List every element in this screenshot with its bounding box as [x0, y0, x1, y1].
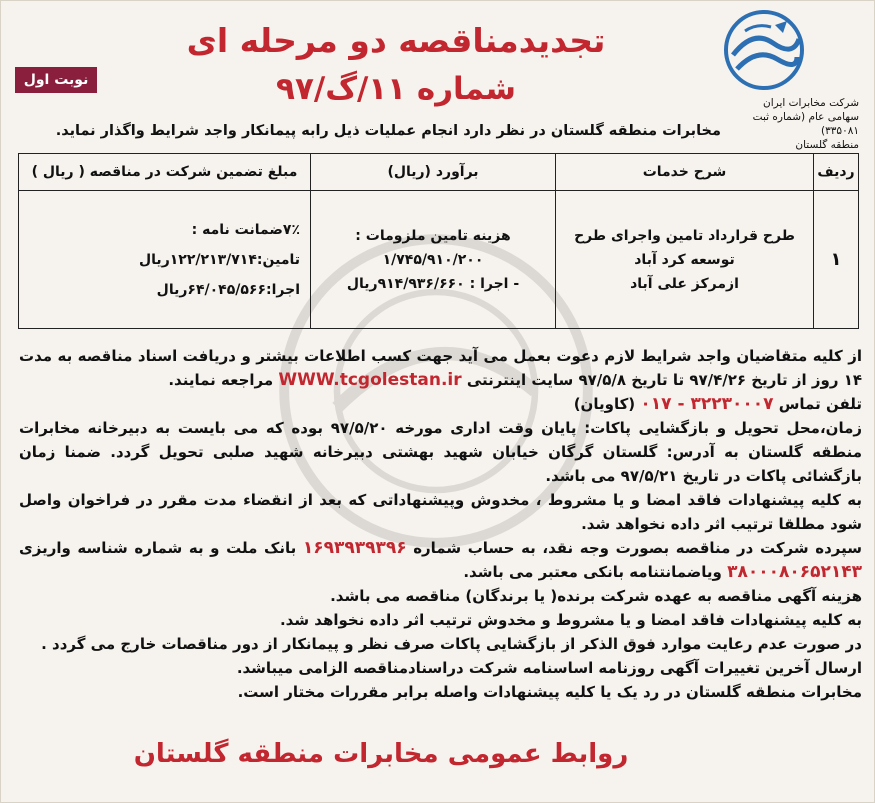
account-number: ۱۶۹۳۹۳۹۳۹۶ — [302, 538, 407, 558]
paragraph-unsigned: به کلیه پیشنهادات فاقد امضا و یا مشروط و مخدوش ترتیب اثر داده نخواهد شد. — [279, 611, 862, 629]
cell-baravord — [311, 191, 556, 329]
paragraph-docs — [19, 344, 862, 392]
paragraph-rejection: مخابرات منطقه گلستان در رد یک یا کلیه پیشنهادات واصله برابر مقررات مختار است. — [237, 683, 862, 701]
sharh-line-1: طرح قرارداد تامین واجرای طرح توسعه کرد آباد — [574, 227, 795, 268]
tazmin-line-2: تامین:۱۲۲/۲۱۳/۷۱۴ریال — [139, 251, 300, 268]
paragraph-exclusion: در صورت عدم رعایت موارد فوق الذکر از بازگشایی پاکات صرف نظر و پیمانکار از دور مناقصات خارج می گردد . — [41, 635, 862, 653]
intro-text: مخابرات منطقه گلستان در نظر دارد انجام عملیات ذیل رابه پیمانکار واجد شرایط واگذار نماید. — [55, 123, 721, 139]
website-link[interactable]: WWW.tcgolestan.ir — [278, 370, 462, 390]
page-title: تجدیدمناقصه دو مرحله ای — [186, 21, 606, 60]
shenase-number: ۳۸۰۰۰۸۰۶۵۲۱۴۳ — [727, 562, 862, 582]
paragraph-statute: ارسال آخرین تغییرات آگهی روزنامه اساسنامه شرکت دراسنادمناقصه الزامی میباشد. — [236, 659, 862, 677]
cell-sharh — [556, 191, 814, 329]
paragraph-delivery: زمان،محل تحویل و بازگشایی پاکات: پایان وقت اداری مورخه ۹۷/۵/۲۰ بوده که می بایست به دبیرخانه مخابرات منطقه گلستان به آدرس: گلستان گرگان خیابان شهید بهشتی دبیرخانه شهید صلبی تحویل گردد. ضمنا زمان بازگشائی پاکات در تاریخ ۹۷/۵/۲۱ می باشد. — [19, 419, 862, 485]
deposit-text: سپرده شرکت در مناقصه بصورت وجه نقد، به حساب شماره — [413, 539, 862, 557]
sharh-line-2: ازمرکز علی آباد — [630, 275, 739, 292]
phone-label: تلفن تماس — [778, 395, 862, 413]
company-line-1: شرکت مخابرات ایران — [763, 97, 859, 109]
notice-badge: نوبت اول — [15, 67, 97, 93]
header-tazmin: مبلغ تضمین شرکت در مناقصه ( ریال ) — [19, 154, 311, 191]
docs-text: از کلیه متقاضیان واجد شرایط لازم دعوت بعمل می آید جهت کسب اطلاعات بیشتر و دریافت اسناد مناقصه به مدت ۱۴ روز از تاریخ ۹۷/۴/۲۶ تا تاریخ ۹۷/۵/۸ سایت اینترنتی — [19, 347, 862, 389]
paragraph-deposit — [19, 536, 862, 584]
tazmin-line-3: اجرا:۶۴/۰۴۵/۵۶۶ریال — [156, 281, 300, 298]
company-line-3: منطقه گلستان — [795, 139, 859, 151]
tazmin-line-1: ۷٪ضمانت نامه : — [191, 221, 300, 238]
company-line-2: سهامی عام (شماره ثبت ۳۳۵۰۸۱) — [752, 111, 859, 137]
paragraph-ad-cost: هزینه آگهی مناقصه به عهده شرکت برنده( یا برندگان) مناقصه می باشد. — [330, 587, 862, 605]
deposit-text-3: وياضمانتنامه بانکی معتبر می باشد. — [463, 563, 722, 581]
header-sharh: شرح خدمات — [556, 154, 814, 191]
phone-number: ۳۲۲۳۰۰۰۷ - ۰۱۷ — [640, 394, 774, 414]
tender-table — [18, 153, 859, 329]
table-header-row — [19, 154, 859, 191]
paragraph-invalid-bids: به کلیه پیشنهادات فاقد امضا و یا مشروط ، مخدوش وپیشنهاداتی که بعد از انقضاء مدت مقرر در فراخوان واصل شود مطلقا ترتیب اثر داده نخواهد شد. — [19, 491, 862, 533]
tender-number: شماره ۱۱/گ/۹۷ — [276, 71, 516, 107]
deposit-text-2: بانک ملت و به شماره شناسه واریزی — [19, 539, 297, 557]
notice-body — [19, 344, 862, 704]
cell-radif: ۱ — [814, 191, 859, 329]
header-baravord: برآورد (ریال) — [311, 154, 556, 191]
tci-logo-icon — [723, 9, 805, 91]
baravord-line-2: - اجرا : ۹۱۴/۹۳۶/۶۶۰ریال — [346, 275, 520, 292]
header-radif: ردیف — [814, 154, 859, 191]
phone-suffix: (کاویان) — [573, 395, 636, 413]
cell-tazmin — [19, 191, 311, 329]
footer-signature: روابط عمومی مخابرات منطقه گلستان — [133, 739, 629, 769]
docs-text-end: مراجعه نمایند. — [168, 371, 274, 389]
baravord-line-1: هزینه تامین ملزومات : ۱/۷۴۵/۹۱۰/۲۰۰ — [355, 227, 511, 268]
table-row — [19, 191, 859, 329]
paragraph-phone — [19, 392, 862, 416]
company-name — [719, 96, 859, 152]
